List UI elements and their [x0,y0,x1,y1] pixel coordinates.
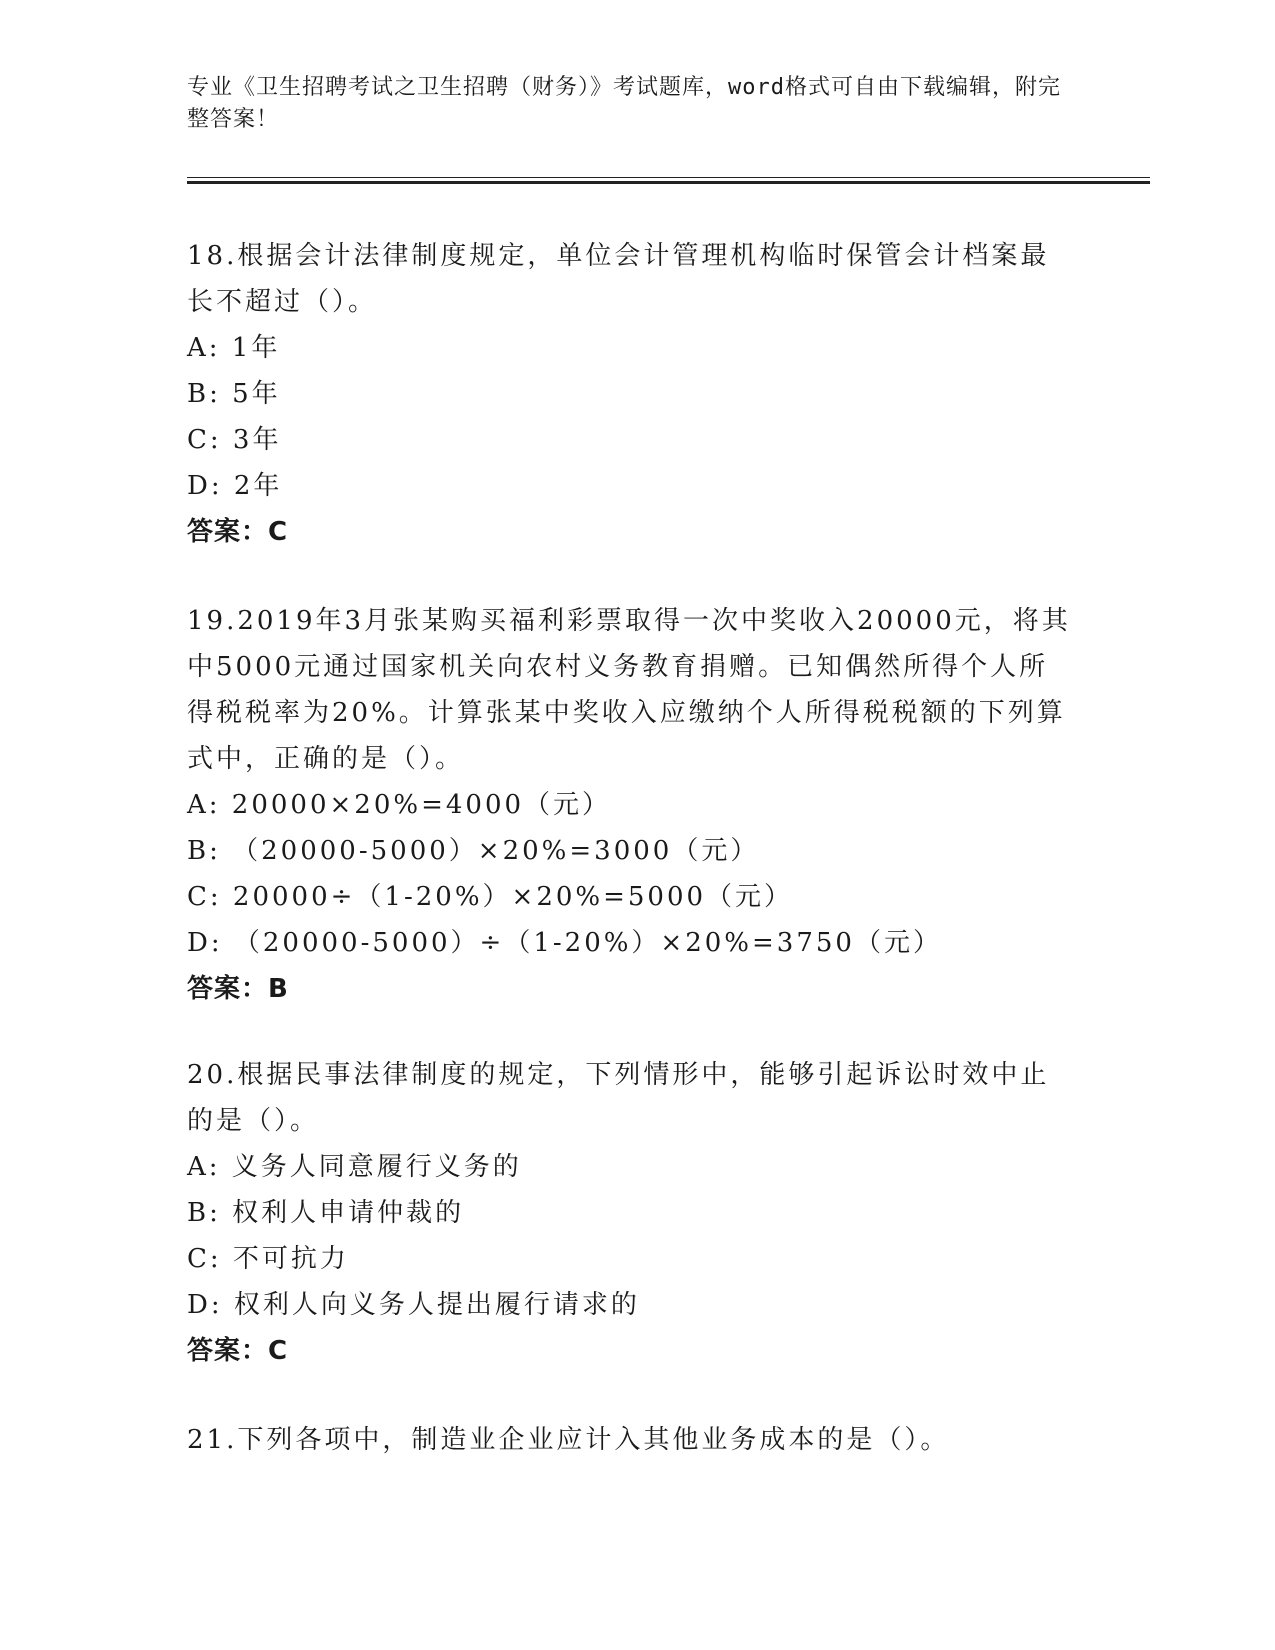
option-a: A: 义务人同意履行义务的 [187,1152,522,1182]
question-18 [187,233,1077,555]
option-c: C: 不可抗力 [187,1244,349,1274]
option-c: C: 20000÷（1-20%）×20%=5000（元） [187,882,794,912]
option-a: A: 1年 [187,333,281,363]
option-b: B: 权利人申请仲裁的 [187,1198,465,1228]
option-d: D: 2年 [187,471,283,501]
document-header: 专业《卫生招聘考试之卫生招聘（财务）》考试题库，word格式可自由下载编辑，附完整答案！ [187,75,1061,132]
answer: 答案：C [187,517,289,547]
question-20 [187,1052,1077,1374]
question-21 [187,1417,1077,1463]
option-c: C: 3年 [187,425,282,455]
header-rule-thick [187,181,1150,184]
question-19 [187,598,1077,1012]
question-stem: 19.2019年3月张某购买福利彩票取得一次中奖收入20000元，将其中5000元通过国家机关向农村义务教育捐赠。已知偶然所得个人所得税税率为20%。计算张某中奖收入应缴纳个人所得税税额的下列算式中，正确的是（）。 [187,606,1071,774]
question-stem: 21.下列各项中，制造业企业应计入其他业务成本的是（）。 [187,1425,950,1455]
option-a: A: 20000×20%=4000（元） [187,790,612,820]
option-d: D: 权利人向义务人提出履行请求的 [187,1290,640,1320]
answer: 答案：B [187,974,289,1004]
option-b: B: （20000-5000）×20%=3000（元） [187,836,760,866]
option-d: D: （20000-5000）÷（1-20%）×20%=3750（元） [187,928,942,958]
answer: 答案：C [187,1336,289,1366]
option-b: B: 5年 [187,379,281,409]
header-rule-thin [187,177,1150,178]
question-stem: 20.根据民事法律制度的规定，下列情形中，能够引起诉讼时效中止的是（）。 [187,1060,1050,1136]
question-stem: 18.根据会计法律制度规定，单位会计管理机构临时保管会计档案最长不超过（）。 [187,241,1050,317]
